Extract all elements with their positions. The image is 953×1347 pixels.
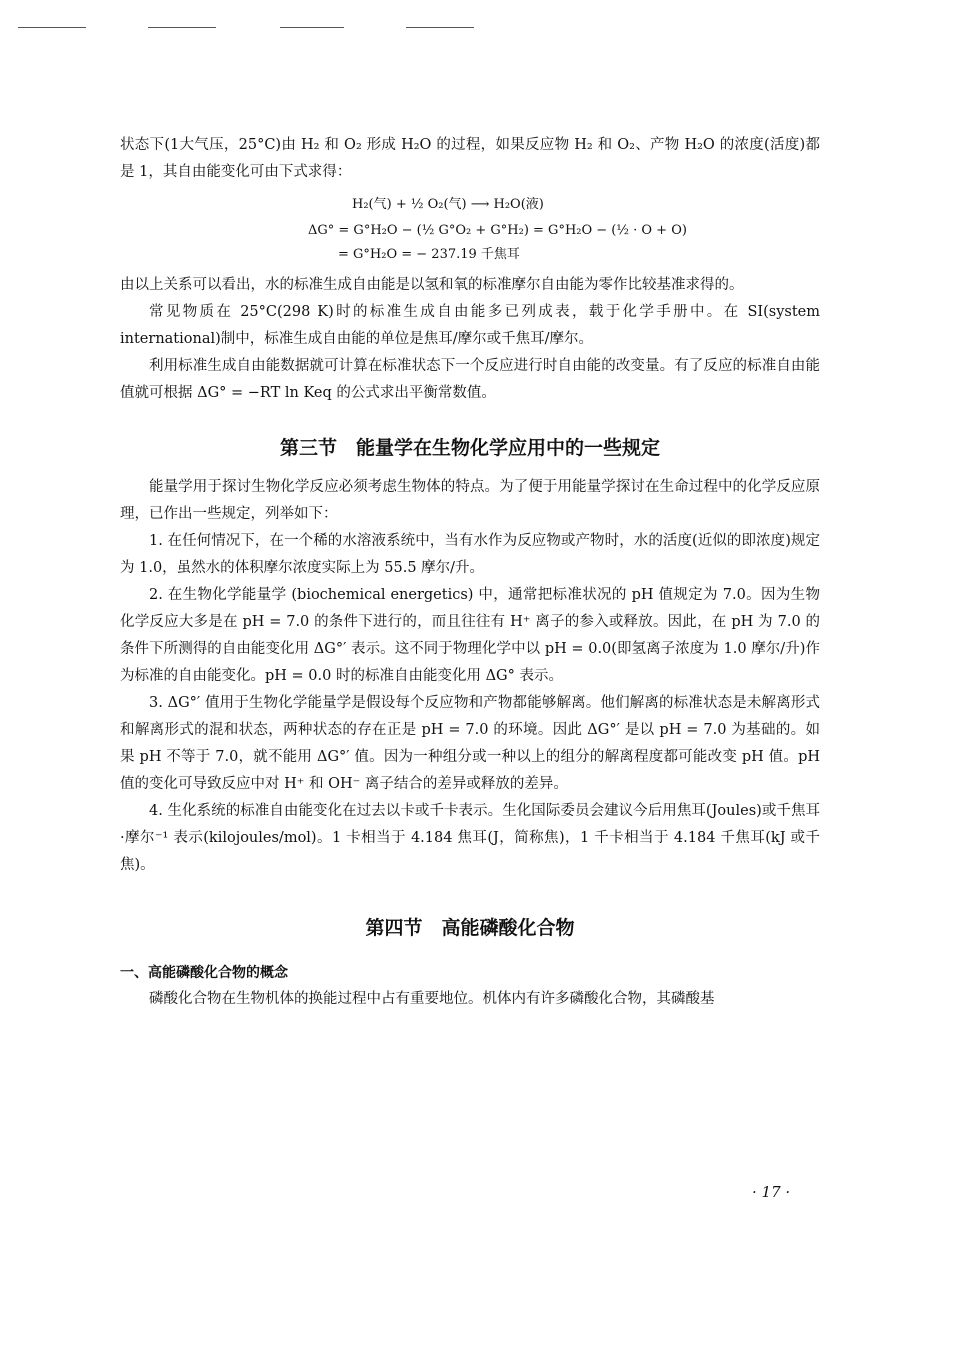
section-title: 第三节 能量学在生物化学应用中的一些规定 [279,437,660,459]
paragraph: 常见物质在 25°C(298 K)时的标准生成自由能多已列成表，载于化学手册中。在 SI(system international)制中，标准生成自由能的单位是焦耳/摩尔或千焦耳/摩尔。 [120,304,820,347]
header-rule [148,27,216,28]
paragraph: 状态下(1大气压，25°C)由 H₂ 和 O₂ 形成 H₂O 的过程，如果反应物 H₂ 和 O₂、产物 H₂O 的浓度(活度)都是 1，其自由能变化可由下式求得： [120,137,820,180]
page-number: · 17 · [752,1183,791,1201]
subsection-title: 一、高能磷酸化合物的概念 [120,965,288,981]
equation-reaction: H₂(气) + ½ O₂(气) ⟶ H₂O(液) [352,197,544,212]
header-rule [18,27,86,28]
paragraph: 磷酸化合物在生物机体的换能过程中占有重要地位。机体内有许多磷酸化合物，其磷酸基 [149,991,715,1007]
section-title: 第四节 高能磷酸化合物 [365,917,575,939]
equation-free-energy: ΔG° = G°H₂O − (½ G°O₂ + G°H₂) = G°H₂O − (½ · O + O) [308,223,687,238]
list-item: 2. 在生物化学能量学 (biochemical energetics) 中，通常把标准状况的 pH 值规定为 7.0。因为生物化学反应大多是在 pH = 7.0 的条件下进行的，而且往往有 H⁺ 离子的参入或释放。因此，在 pH 为 7.0 的条件下所测得的自由能变化用 ΔG°′ 表示。这不同于物理化学中以 pH = 0.0(即氢离子浓度为 1.0 摩尔/升)作为标准的自由能变化。pH = 0.0 时的标准自由能变化用 ΔG° 表示。 [120,587,820,684]
header-rule [406,27,474,28]
paragraph: 利用标准生成自由能数据就可计算在标准状态下一个反应进行时自由能的改变量。有了反应的标准自由能值就可根据 ΔG° = −RT ln Keq 的公式求出平衡常数值。 [120,358,820,401]
list-item: 1. 在任何情况下，在一个稀的水溶液系统中，当有水作为反应物或产物时，水的活度(近似的即浓度)规定为 1.0，虽然水的体积摩尔浓度实际上为 55.5 摩尔/升。 [120,533,820,576]
page-body [120,132,820,1013]
section-intro: 能量学用于探讨生物化学反应必须考虑生物体的特点。为了便于用能量学探讨在生命过程中的化学反应原理，已作出一些规定，列举如下： [120,479,820,522]
equation-result: = G°H₂O = − 237.19 千焦耳 [338,247,520,262]
list-item: 3. ΔG°′ 值用于生物化学能量学是假设每个反应物和产物都能够解离。他们解离的标准状态是未解离形式和解离形式的混和状态，两种状态的存在正是 pH = 7.0 的环境。因此 ΔG°′ 是以 pH = 7.0 为基础的。如果 pH 不等于 7.0，就不能用 ΔG°′ 值。因为一种组分或一种以上的组分的解离程度都可能改变 pH 值。pH 值的变化可导致反应中对 H⁺ 和 OH⁻ 离子结合的差异或释放的差异。 [120,695,820,792]
paragraph: 由以上关系可以看出，水的标准生成自由能是以氢和氧的标准摩尔自由能为零作比较基准求得的。 [120,277,744,293]
list-item: 4. 生化系统的标准自由能变化在过去以卡或千卡表示。生化国际委员会建议今后用焦耳(Joules)或千焦耳·摩尔⁻¹ 表示(kilojoules/mol)。1 卡相当于 4.184 焦耳(J，简称焦)，1 千卡相当于 4.184 千焦耳(kJ 或千焦)。 [120,803,820,873]
header-rule [280,27,344,28]
